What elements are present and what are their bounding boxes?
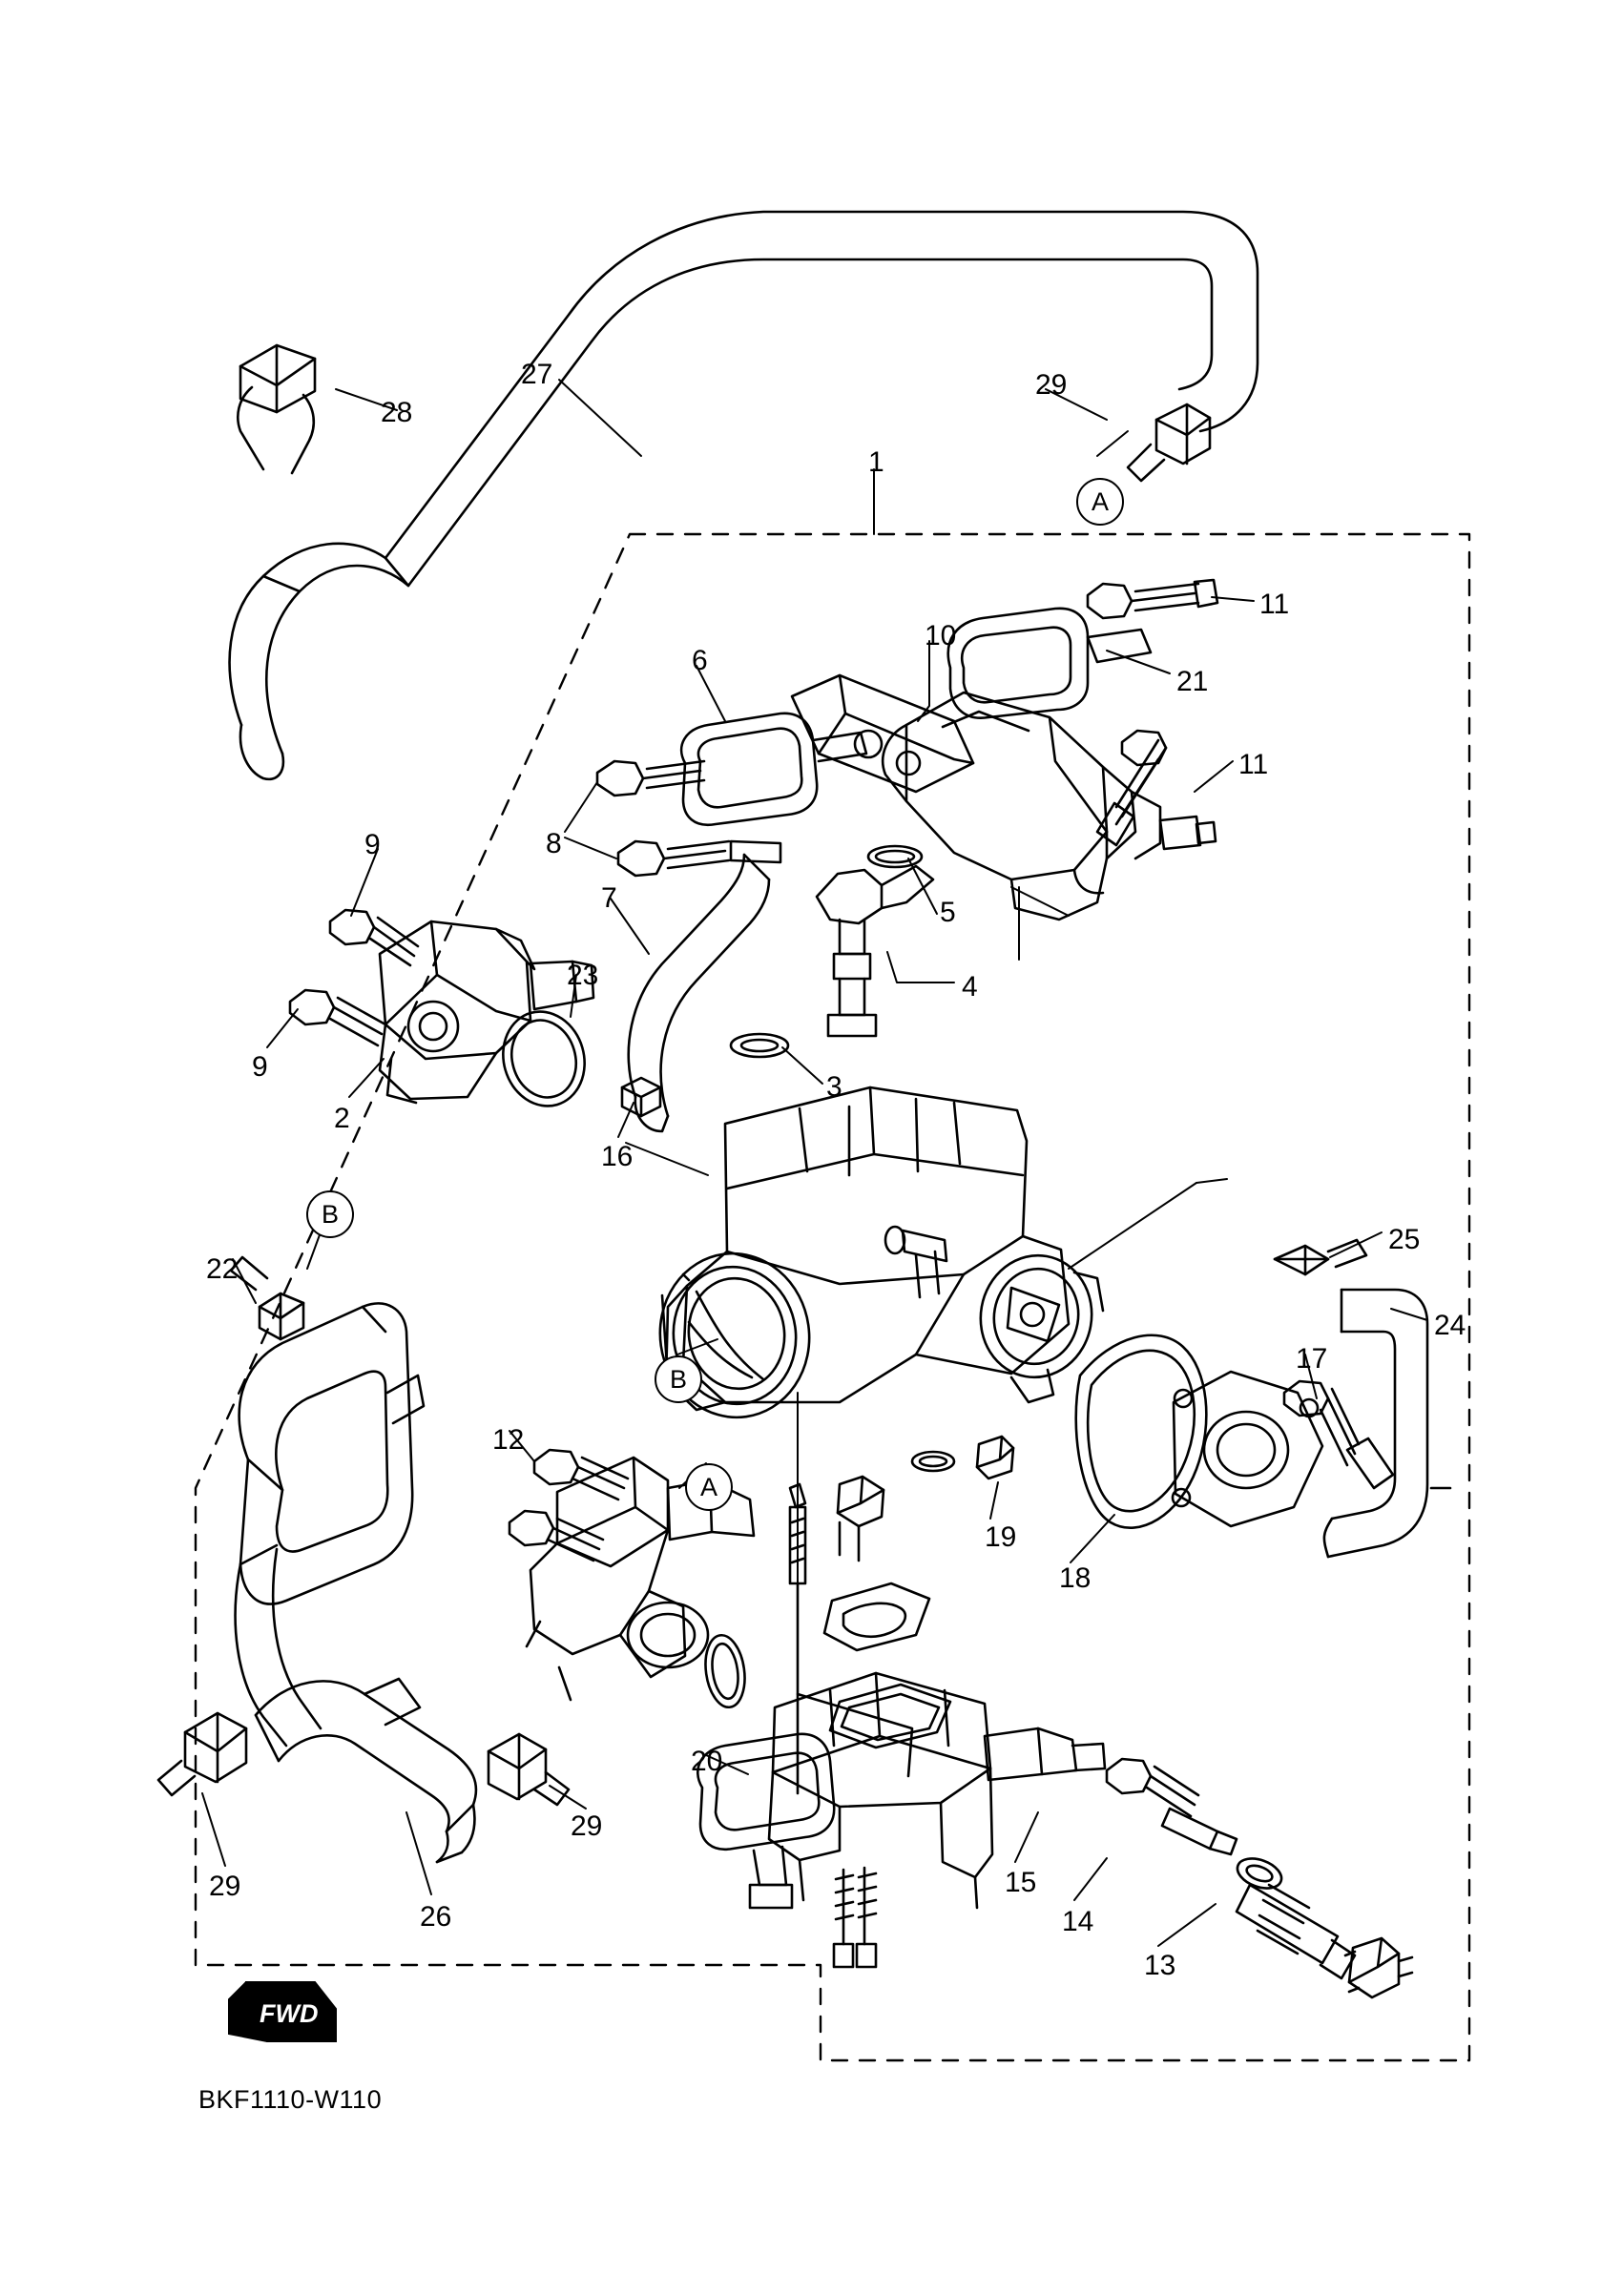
callout-8: 8 <box>546 828 562 859</box>
callout-28: 28 <box>381 397 413 428</box>
callout-27: 27 <box>521 359 553 390</box>
callout-16: 16 <box>601 1141 634 1172</box>
callout-24: 24 <box>1434 1310 1466 1341</box>
callout-17: 17 <box>1296 1343 1328 1375</box>
callout-2: 2 <box>334 1103 350 1134</box>
callout-25: 25 <box>1388 1224 1421 1255</box>
reference-marker-a-center: A <box>685 1463 733 1511</box>
reference-marker-b-left: B <box>306 1190 354 1238</box>
callout-22: 22 <box>206 1253 239 1285</box>
callout-6: 6 <box>692 645 708 676</box>
callout-4: 4 <box>962 971 978 1003</box>
callout-11-lower: 11 <box>1238 749 1269 780</box>
reference-marker-a-top: A <box>1076 478 1124 526</box>
callout-12: 12 <box>492 1424 525 1456</box>
callout-29-top: 29 <box>1035 369 1068 401</box>
diagram-code: BKF1110-W110 <box>198 2085 383 2114</box>
callout-11-upper: 11 <box>1259 589 1290 620</box>
callout-3: 3 <box>826 1071 842 1103</box>
callout-23: 23 <box>567 960 599 991</box>
callout-7: 7 <box>601 882 617 914</box>
callout-18: 18 <box>1059 1562 1092 1594</box>
callout-19: 19 <box>985 1521 1017 1553</box>
callout-14: 14 <box>1062 1906 1094 1937</box>
callout-9-lower: 9 <box>252 1051 268 1083</box>
callout-29-middle: 29 <box>571 1810 603 1842</box>
callout-1: 1 <box>868 446 884 478</box>
callout-21: 21 <box>1176 666 1209 697</box>
callout-5: 5 <box>940 897 956 928</box>
callout-9-upper: 9 <box>364 829 381 860</box>
callout-15: 15 <box>1005 1867 1037 1898</box>
fwd-label: FWD <box>260 1999 319 2028</box>
callout-26: 26 <box>420 1901 452 1933</box>
reference-marker-b-center: B <box>655 1355 702 1403</box>
callout-20: 20 <box>691 1746 723 1777</box>
callout-29-left: 29 <box>209 1871 241 1902</box>
callout-13: 13 <box>1144 1950 1176 1981</box>
callout-10: 10 <box>925 620 957 652</box>
